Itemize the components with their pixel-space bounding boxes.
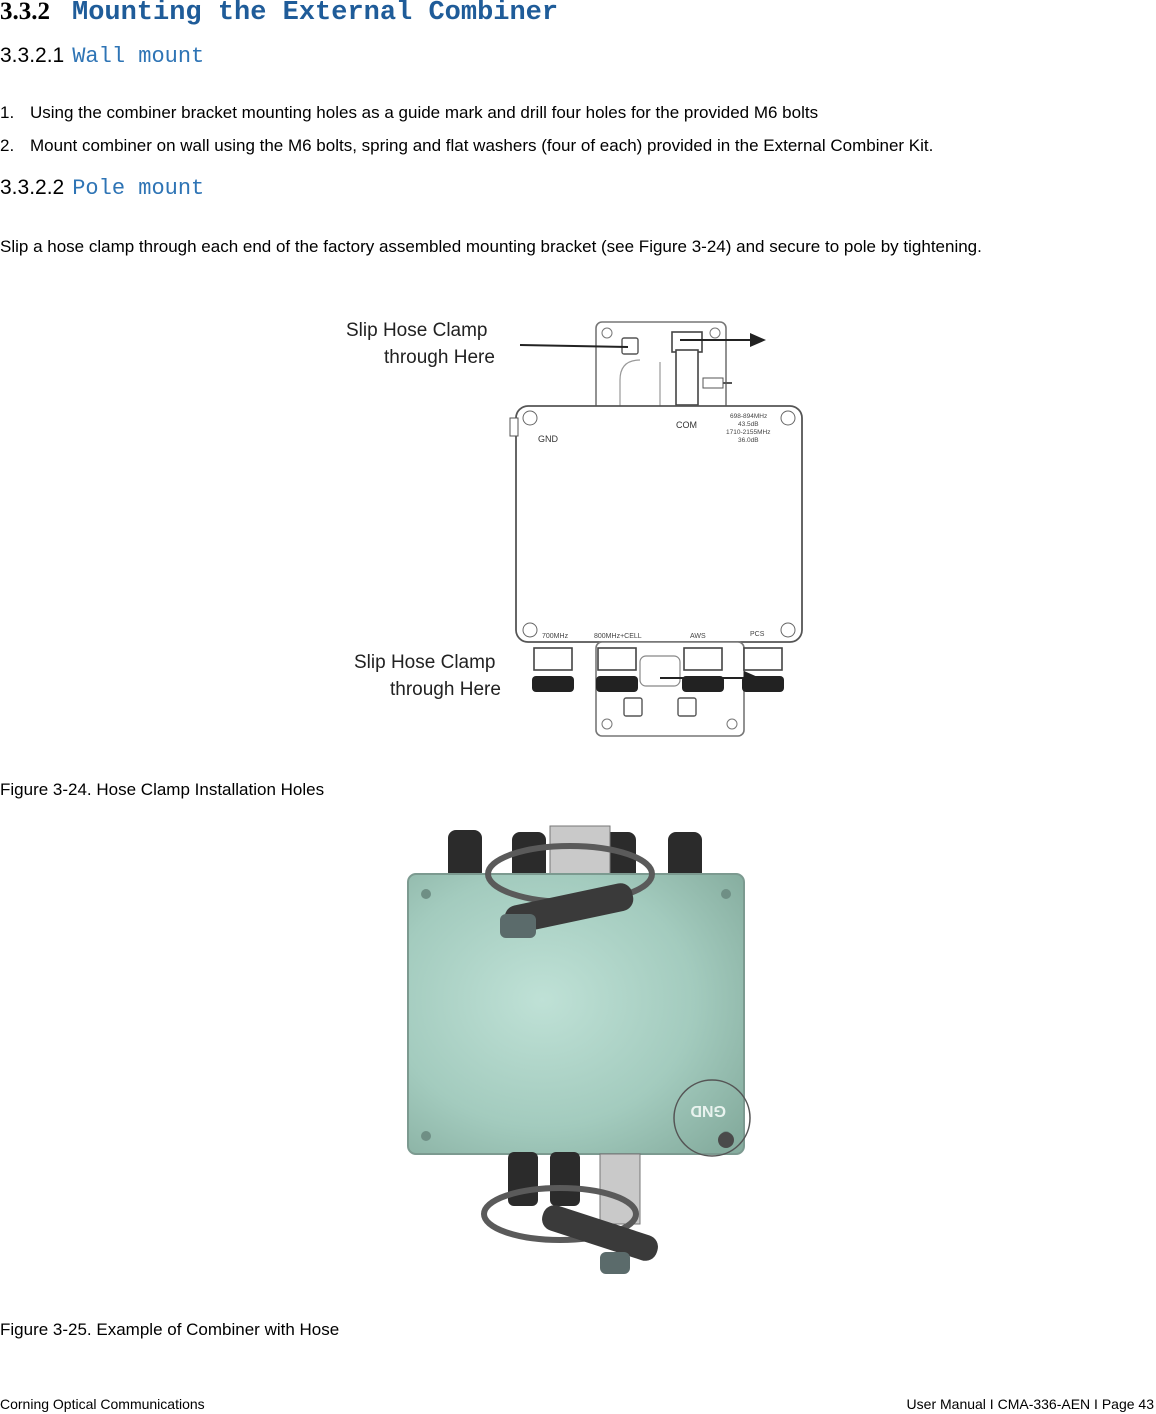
gnd-stud-icon bbox=[510, 418, 518, 436]
pole-mount-title: Pole mount bbox=[72, 176, 205, 201]
footer-page-info: User Manual I CMA-336-AEN I Page 43 bbox=[906, 1396, 1154, 1412]
figure-caption-3-25: Figure 3-25. Example of Combiner with Hose bbox=[0, 1320, 340, 1339]
bottom-connector-icon bbox=[508, 1152, 538, 1206]
combiner-enclosure bbox=[516, 406, 802, 642]
callout-top-line1: Slip Hose Clamp bbox=[346, 320, 488, 341]
port-connector-700 bbox=[532, 648, 574, 692]
pole-mount-number: 3.3.2.2 bbox=[0, 176, 65, 199]
port-label-800: 800MHz+CELL bbox=[594, 633, 642, 640]
pole-mount-paragraph: Slip a hose clamp through each end of the factory assembled mounting bracket (see Figure 3-24) and secure to pole by tightening. bbox=[0, 237, 982, 256]
list-item-number: 1. bbox=[0, 103, 15, 122]
top-bracket bbox=[596, 322, 726, 418]
com-connector-body bbox=[676, 350, 698, 405]
list-item-text: Mount combiner on wall using the M6 bolts, spring and flat washers (four of each) provided in the External Combiner Kit. bbox=[30, 136, 934, 155]
port-label-pcs: PCS bbox=[750, 631, 765, 638]
section-title: Mounting the External Combiner bbox=[72, 0, 559, 28]
section-number: 3.3.2 bbox=[0, 0, 50, 25]
com-connector-cap bbox=[672, 332, 702, 352]
gnd-mark: GND bbox=[690, 1102, 726, 1119]
screw-icon bbox=[421, 1131, 431, 1141]
port-connector-pcs bbox=[742, 648, 784, 692]
callout-bottom-line1: Slip Hose Clamp bbox=[354, 652, 496, 673]
callout-bottom-line2: through Here bbox=[390, 679, 501, 700]
wall-mount-number: 3.3.2.1 bbox=[0, 44, 65, 67]
footer-company: Corning Optical Communications bbox=[0, 1396, 205, 1412]
list-item bbox=[0, 103, 818, 123]
spec-line: 1710-2155MHz bbox=[726, 429, 771, 436]
figure-caption-3-24: Figure 3-24. Hose Clamp Installation Holes bbox=[0, 780, 325, 799]
combiner-diagram bbox=[320, 300, 820, 750]
wall-mount-title: Wall mount bbox=[72, 44, 205, 69]
list-item bbox=[0, 136, 933, 156]
port-connector-800 bbox=[596, 648, 638, 692]
spec-line: 43.5dB bbox=[738, 421, 759, 428]
callout-top-line2: through Here bbox=[384, 347, 495, 368]
list-item-text: Using the combiner bracket mounting holes as a guide mark and drill four holes for the provided M6 bolts bbox=[30, 103, 819, 122]
port-label-aws: AWS bbox=[690, 633, 706, 640]
combiner-photo bbox=[400, 822, 760, 1292]
port-connector-aws bbox=[682, 648, 724, 692]
spec-line: 36.0dB bbox=[738, 437, 759, 444]
fitting-icon bbox=[703, 378, 723, 388]
bottom-connector-icon bbox=[550, 1152, 580, 1206]
top-connector-icon bbox=[448, 830, 482, 880]
gnd-label: GND bbox=[538, 434, 558, 444]
gnd-stud-icon bbox=[718, 1132, 734, 1148]
screw-icon bbox=[721, 889, 731, 899]
screw-icon bbox=[421, 889, 431, 899]
port-label-700: 700MHz bbox=[542, 633, 569, 640]
spec-line: 698-894MHz bbox=[730, 413, 768, 420]
pole-mount-heading bbox=[0, 176, 204, 201]
section-heading bbox=[0, 0, 558, 28]
wall-mount-heading bbox=[0, 44, 204, 69]
com-label: COM bbox=[676, 420, 697, 430]
list-item-number: 2. bbox=[0, 136, 15, 155]
